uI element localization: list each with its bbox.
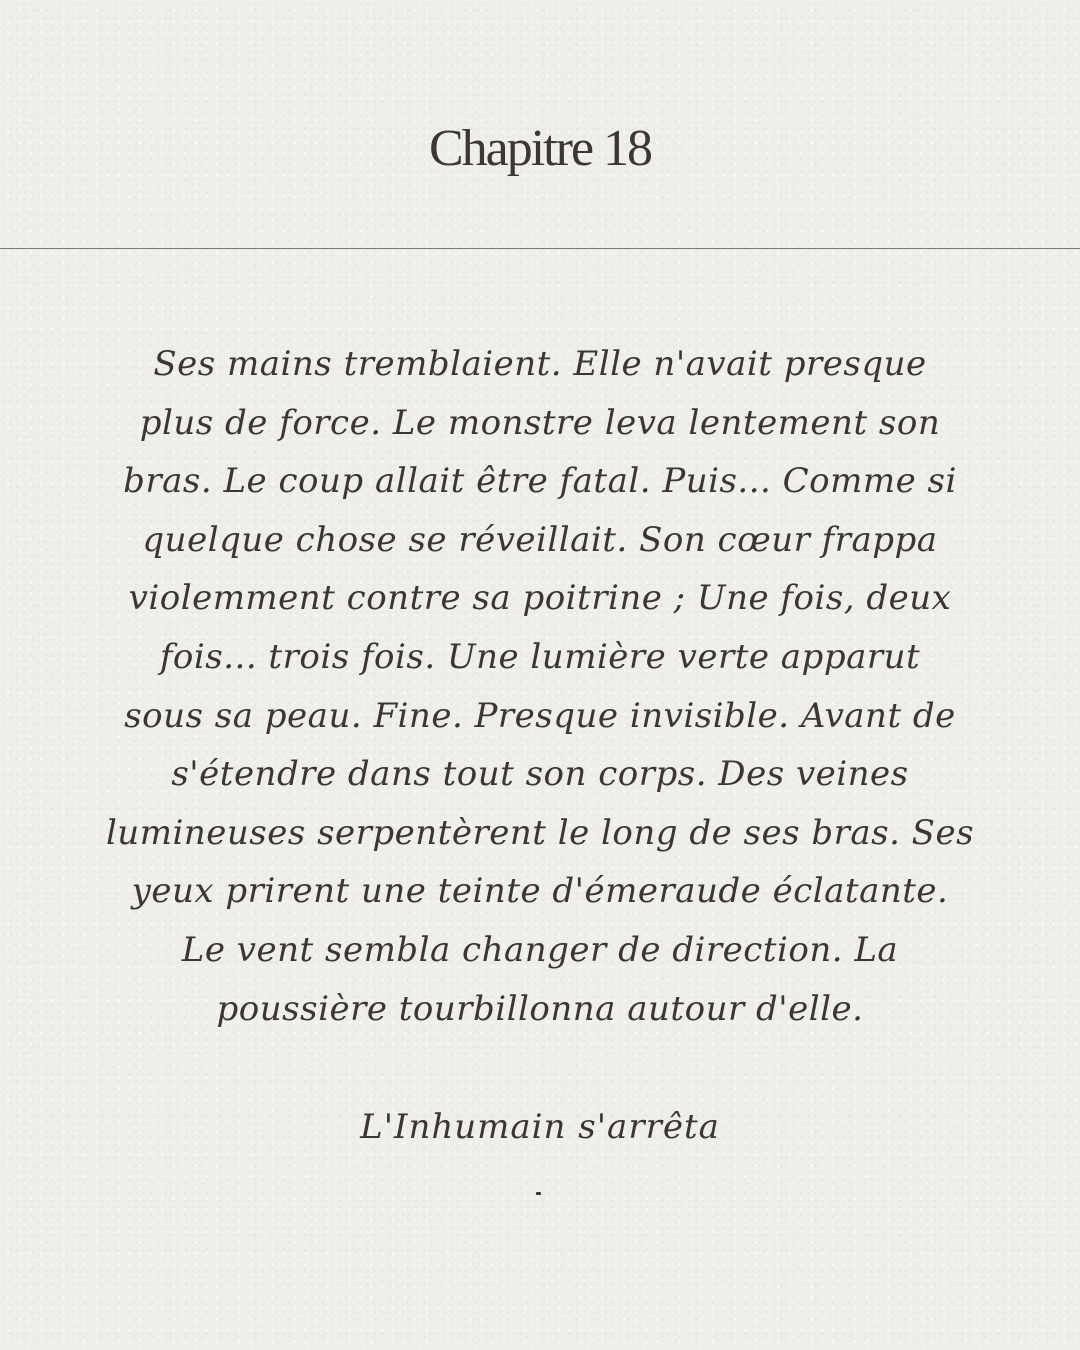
story-line: yeux prirent une teinte d'émeraude éclatante. — [131, 871, 949, 912]
chapter-title: Chapitre 18 — [428, 120, 652, 177]
story-line: sous sa peau. Fine. Presque invisible. Avant de — [124, 695, 956, 736]
closing-mark — [536, 1192, 541, 1195]
story-line: s'étendre dans tout son corps. Des veines — [171, 754, 909, 795]
story-line: quelque chose se réveillait. Son cœur frappa — [142, 519, 938, 560]
closing-line: L'Inhumain s'arrêta — [360, 1107, 720, 1147]
story-line: violemment contre sa poitrine ; Une fois, deux — [128, 578, 952, 619]
story-line: Le vent sembla changer de direction. La — [181, 929, 899, 970]
story-paragraph — [80, 335, 1000, 1038]
story-line: fois... trois fois. Une lumière verte apparut — [159, 636, 921, 677]
title-divider — [0, 248, 1080, 249]
story-line: plus de force. Le monstre leva lentement son — [139, 402, 941, 443]
story-line: Ses mains tremblaient. Elle n'avait presque — [153, 344, 927, 384]
story-line: bras. Le coup allait être fatal. Puis... Comme si — [123, 461, 957, 502]
story-line: lumineuses serpentèrent le long de ses bras. Ses — [105, 812, 975, 853]
story-line: poussière tourbillonna autour d'elle. — [216, 988, 864, 1029]
